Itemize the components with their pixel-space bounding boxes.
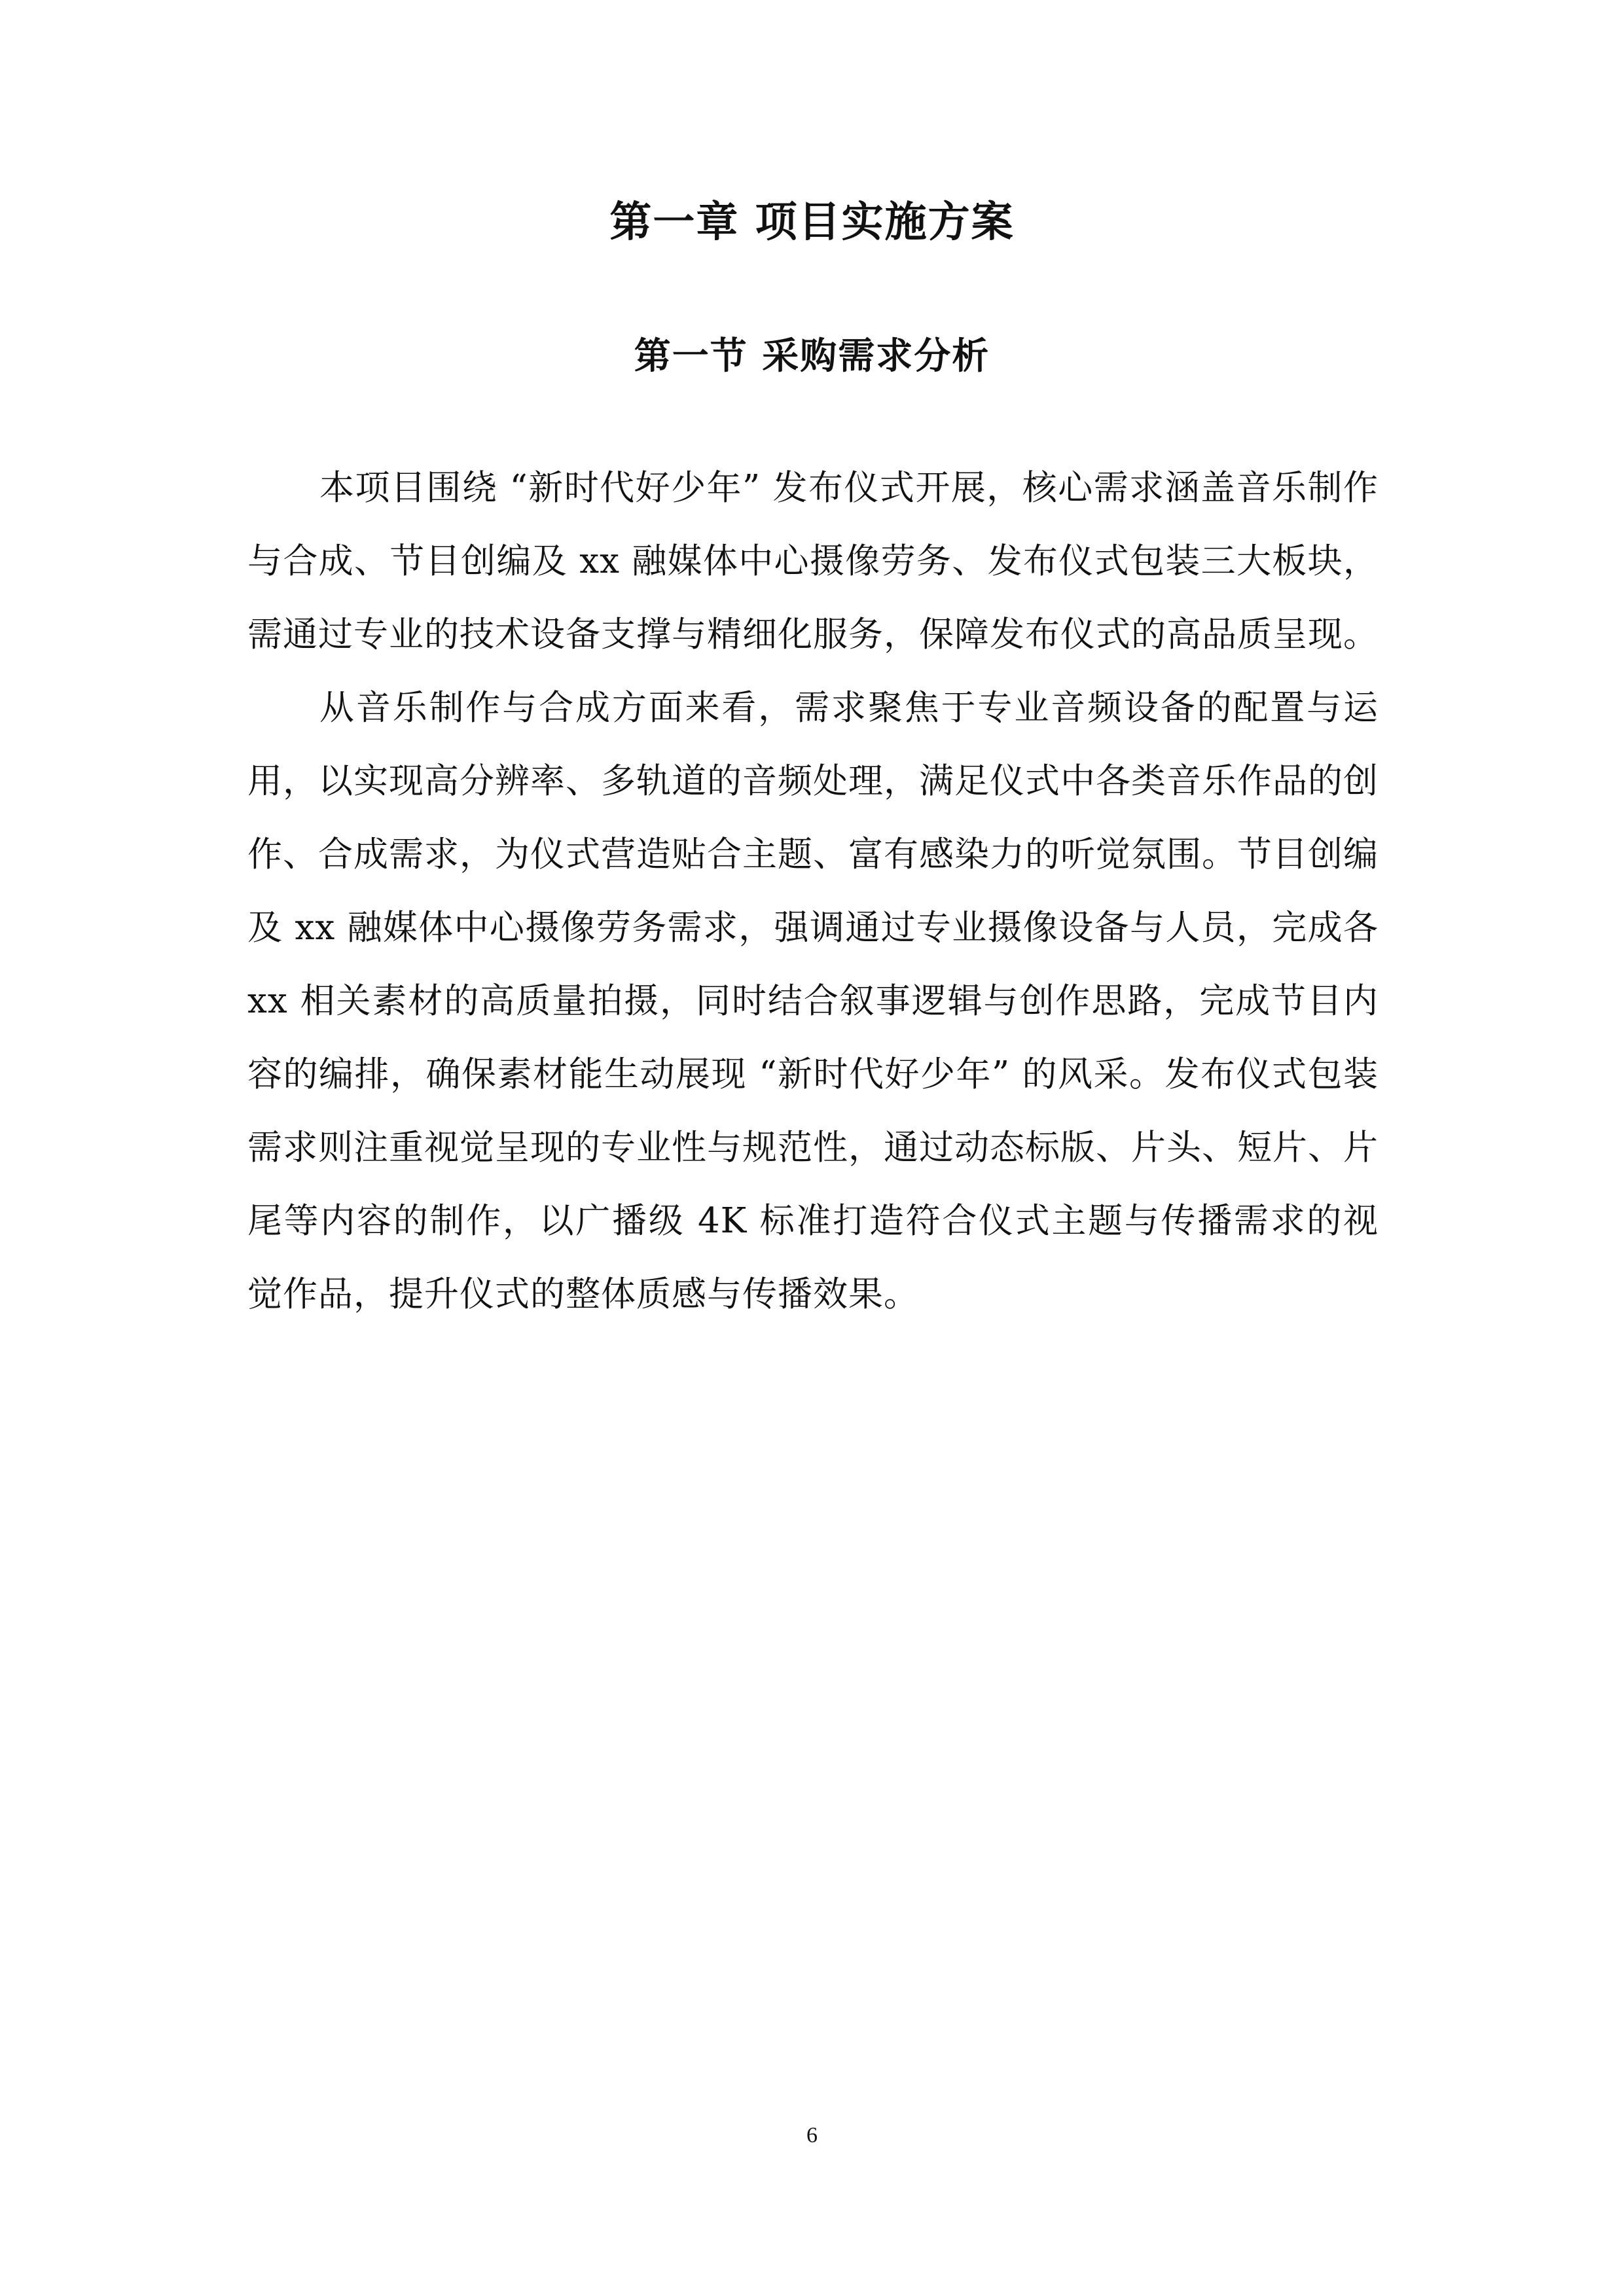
- paragraph-intro: 本项目围绕 “新时代好少年” 发布仪式开展，核心需求涵盖音乐制作与合成、节目创编及 xx 融媒体中心摄像劳务、发布仪式包装三大板块，需通过专业的技术设备支撑与精细化服务，保障发布仪式的高品质呈现。: [247, 468, 1379, 655]
- chapter-title: 第一章 项目实施方案: [609, 198, 1015, 247]
- page-number: 6: [806, 2123, 818, 2147]
- section-title: 第一节 采购需求分析: [634, 335, 990, 378]
- body-text: [247, 452, 1379, 1331]
- paragraph-analysis: 从音乐制作与合成方面来看，需求聚焦于专业音频设备的配置与运用，以实现高分辨率、多轨道的音频处理，满足仪式中各类音乐作品的创作、合成需求，为仪式营造贴合主题、富有感染力的听觉氛围。节目创编及 xx 融媒体中心摄像劳务需求，强调通过专业摄像设备与人员，完成各 xx 相关素材的高质量拍摄，同时结合叙事逻辑与创作思路，完成节目内容的编排，确保素材能生动展现 “新时代好少年” 的风采。发布仪式包装需求则注重视觉呈现的专业性与规范性，通过动态标版、片头、短片、片尾等内容的制作，以广播级 4K 标准打造符合仪式主题与传播需求的视觉作品，提升仪式的整体质感与传播效果。: [247, 688, 1379, 1314]
